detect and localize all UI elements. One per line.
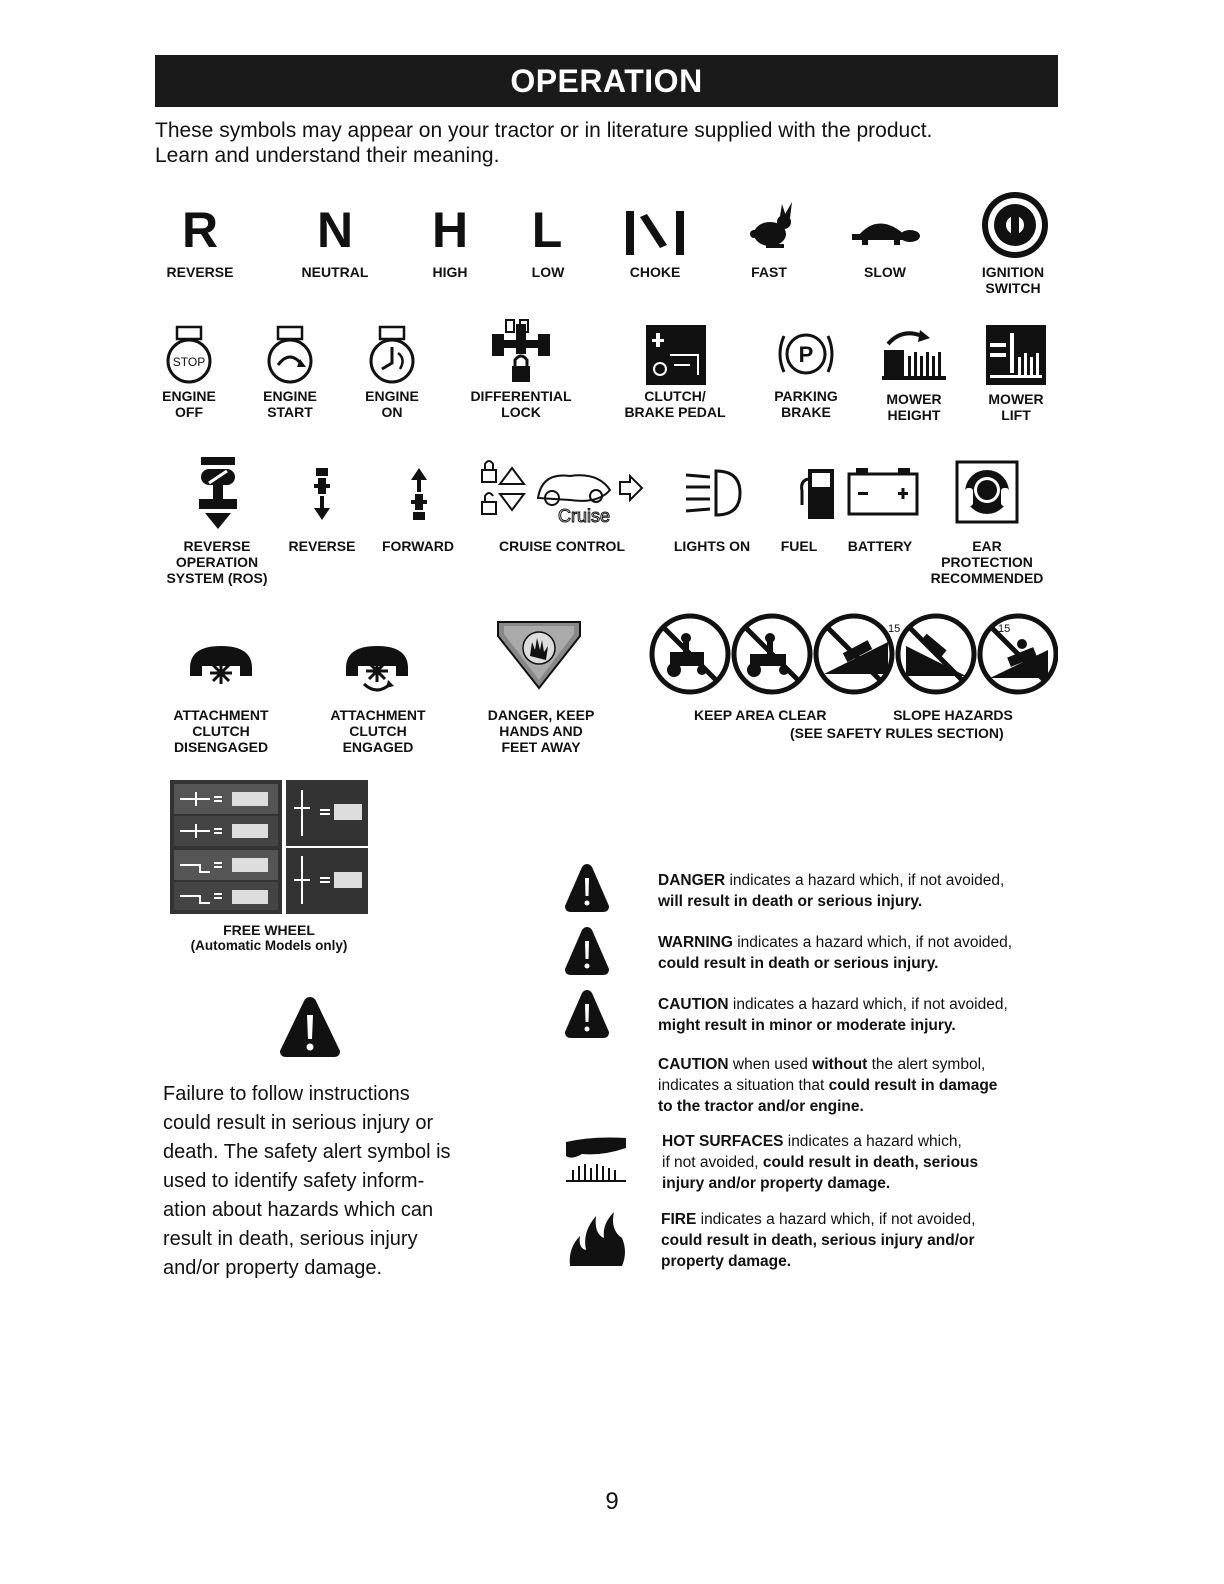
lights-on-label: LIGHTS ON xyxy=(673,538,751,554)
intro-text xyxy=(155,118,1075,168)
attachment-engaged-label xyxy=(313,707,443,755)
choke-icon xyxy=(620,205,690,260)
ear-line-1: EAR xyxy=(972,538,1002,554)
hazard-prohibition-icons xyxy=(648,612,1058,696)
ignition-label xyxy=(948,264,1078,296)
caution-no-symbol-definition xyxy=(658,1054,1078,1117)
cruise-control-icon xyxy=(480,458,648,528)
warning-word: WARNING xyxy=(658,934,733,951)
keep-area-clear-icon-1 xyxy=(652,616,728,692)
slope-mark-1: 15 xyxy=(888,623,901,635)
caution2-a: when used xyxy=(728,1056,813,1073)
turtle-icon xyxy=(848,208,926,248)
high-letter: H xyxy=(431,202,469,258)
mower-lift-icon xyxy=(986,325,1046,385)
warning-bold: could result in death or serious injury. xyxy=(658,955,939,972)
battery-icon xyxy=(846,468,920,518)
slope-mark-2: 15 xyxy=(998,623,1011,635)
page-number: 9 xyxy=(605,1488,619,1515)
differential-lock-label xyxy=(456,388,586,420)
ignition-label-line-2: SWITCH xyxy=(985,280,1041,296)
ros-line-3: SYSTEM (ROS) xyxy=(166,570,268,586)
low-label: LOW xyxy=(531,264,565,280)
caution2-bold2: to the tractor and/or engine. xyxy=(658,1098,864,1115)
ear-protection-label xyxy=(922,538,1052,586)
lights-on-icon xyxy=(684,465,744,521)
forward-label: FORWARD xyxy=(381,538,455,554)
neutral-letter: N xyxy=(316,202,354,258)
mower-height-icon xyxy=(882,326,946,382)
ignition-switch-icon xyxy=(980,190,1050,260)
parking-symbol: P xyxy=(798,342,814,367)
engine-off-line-1: ENGINE xyxy=(162,388,216,404)
high-label: HIGH xyxy=(432,264,468,280)
engine-on-line-2: ON xyxy=(381,404,403,420)
danger-line-2: HANDS AND xyxy=(499,723,583,739)
keep-area-clear-label: KEEP AREA CLEAR xyxy=(694,707,827,723)
slope-hazard-icon-2 xyxy=(898,616,974,692)
ear-protection-icon xyxy=(955,460,1019,524)
fire-definition xyxy=(661,1209,1081,1272)
hot-a: indicates a hazard which, xyxy=(783,1133,962,1150)
engine-start-icon xyxy=(264,325,316,385)
att-eng-line-1: ATTACHMENT xyxy=(330,707,426,723)
fire-bold2: property damage. xyxy=(661,1253,792,1270)
hot-bold2: injury and/or property damage. xyxy=(662,1175,891,1192)
fuel-icon xyxy=(798,465,844,521)
safety-alert-text: Failure to follow instructions could result in serious injury or death. The safety alert symbol is used to identify safety inform-ation about hazards which can result in death, serious injury and/or property damage. xyxy=(163,1083,451,1279)
warning-definition xyxy=(658,932,1078,974)
ear-line-2: PROTECTION xyxy=(941,554,1033,570)
att-dis-line-2: CLUTCH xyxy=(192,723,250,739)
parking-line-1: PARKING xyxy=(774,388,838,404)
engine-start-line-2: START xyxy=(267,404,313,420)
caution-alert-icon xyxy=(563,988,611,1040)
banner-title: OPERATION xyxy=(510,62,703,99)
slope-hazard-icon-3 xyxy=(980,616,1056,692)
clutch-brake-pedal-icon xyxy=(646,325,706,385)
danger-hands-label xyxy=(476,707,606,755)
ros-line-2: OPERATION xyxy=(175,554,259,570)
mower-lift-line-2: LIFT xyxy=(1001,407,1031,423)
caution-bold: might result in minor or moderate injury. xyxy=(658,1017,956,1034)
caution2-word: CAUTION xyxy=(658,1056,729,1073)
fire-icon xyxy=(566,1208,628,1268)
caution2-without: without xyxy=(812,1056,868,1073)
parking-brake-icon xyxy=(774,322,838,386)
engine-off-line-2: OFF xyxy=(175,404,203,420)
att-dis-line-3: DISENGAGED xyxy=(173,739,269,755)
slope-hazards-label: SLOPE HAZARDS xyxy=(893,707,1013,723)
hot-surface-icon xyxy=(562,1134,630,1184)
clutch-brake-label xyxy=(610,388,740,420)
fast-label: FAST xyxy=(751,264,787,280)
att-eng-line-3: ENGAGED xyxy=(342,739,414,755)
safety-rules-ref: (SEE SAFETY RULES SECTION) xyxy=(790,725,1004,741)
reverse-arrow-icon xyxy=(308,466,336,522)
battery-label: BATTERY xyxy=(847,538,913,554)
clutch-line-1: CLUTCH/ xyxy=(644,388,706,404)
choke-label: CHOKE xyxy=(629,264,681,280)
attachment-disengaged-label xyxy=(156,707,286,755)
attachment-clutch-disengaged-icon xyxy=(188,640,254,690)
hands-feet-danger-icon xyxy=(496,620,582,690)
forward-arrow-icon xyxy=(405,466,433,522)
att-dis-line-1: ATTACHMENT xyxy=(173,707,269,723)
attachment-clutch-engaged-icon xyxy=(344,640,410,696)
stop-text: STOP xyxy=(172,355,206,369)
reverse-letter: R xyxy=(181,202,219,258)
diff-lock-line-1: DIFFERENTIAL xyxy=(470,388,572,404)
engine-on-label xyxy=(327,388,457,420)
engine-on-icon xyxy=(366,325,418,385)
danger-alert-icon xyxy=(563,862,611,914)
slope-hazard-icon-1 xyxy=(816,616,892,692)
hot-b: if not avoided, xyxy=(662,1154,763,1171)
reverse-label: REVERSE xyxy=(166,264,234,280)
free-wheel-note: (Automatic Models only) xyxy=(190,938,348,953)
fire-bold1: could result in death, serious injury and/or xyxy=(661,1232,975,1249)
safety-alert-icon xyxy=(278,995,342,1059)
low-letter: L xyxy=(531,202,563,258)
engine-start-line-1: ENGINE xyxy=(263,388,317,404)
fire-word: FIRE xyxy=(661,1211,697,1228)
hot-surfaces-definition xyxy=(662,1131,1082,1194)
mower-lift-label xyxy=(951,391,1081,423)
free-wheel-title: FREE WHEEL xyxy=(223,922,315,938)
ear-line-3: RECOMMENDED xyxy=(930,570,1044,586)
clutch-line-2: BRAKE PEDAL xyxy=(624,404,726,420)
ignition-label-line-1: IGNITION xyxy=(981,264,1045,280)
cruise-word: Cruise xyxy=(557,506,611,526)
danger-word: DANGER xyxy=(658,872,726,889)
att-eng-line-2: CLUTCH xyxy=(349,723,407,739)
ros-icon xyxy=(195,455,241,533)
mower-height-line-1: MOWER xyxy=(886,391,942,407)
danger-mid: indicates a hazard which, if not avoided, xyxy=(725,872,1005,889)
engine-off-icon xyxy=(163,325,215,385)
fire-a: indicates a hazard which, if not avoided, xyxy=(696,1211,976,1228)
danger-definition xyxy=(658,870,1078,912)
danger-line-3: FEET AWAY xyxy=(501,739,581,755)
section-banner xyxy=(155,55,1058,107)
ros-line-1: REVERSE xyxy=(183,538,251,554)
reverse-direction-label: REVERSE xyxy=(288,538,356,554)
hot-word: HOT SURFACES xyxy=(662,1133,784,1150)
slow-label: SLOW xyxy=(864,264,906,280)
caution2-c: indicates a situation that xyxy=(658,1077,829,1094)
differential-lock-icon xyxy=(490,318,552,384)
danger-line-1: DANGER, KEEP xyxy=(487,707,595,723)
danger-bold: will result in death or serious injury. xyxy=(658,893,923,910)
intro-line-2: Learn and understand their meaning. xyxy=(155,144,500,167)
warning-alert-icon xyxy=(563,925,611,977)
caution-word: CAUTION xyxy=(658,996,729,1013)
hot-bold1: could result in death, serious xyxy=(762,1154,979,1171)
engine-on-line-1: ENGINE xyxy=(365,388,419,404)
parking-line-2: BRAKE xyxy=(781,404,831,420)
caution-mid: indicates a hazard which, if not avoided, xyxy=(728,996,1008,1013)
mower-height-line-2: HEIGHT xyxy=(887,407,941,423)
caution2-bold1: could result in damage xyxy=(828,1077,998,1094)
free-wheel-diagram xyxy=(170,780,368,914)
caution2-b: the alert symbol, xyxy=(867,1056,986,1073)
caution-definition xyxy=(658,994,1078,1036)
rabbit-icon xyxy=(740,200,800,255)
fuel-label: FUEL xyxy=(780,538,818,554)
neutral-label: NEUTRAL xyxy=(301,264,369,280)
diff-lock-line-2: LOCK xyxy=(501,404,541,420)
free-wheel-label xyxy=(170,922,368,954)
keep-area-clear-icon-2 xyxy=(734,616,810,692)
intro-line-1: These symbols may appear on your tractor or in literature supplied with the product. xyxy=(155,119,933,142)
warning-mid: indicates a hazard which, if not avoided, xyxy=(732,934,1013,951)
cruise-control-label: CRUISE CONTROL xyxy=(499,538,625,554)
mower-lift-line-1: MOWER xyxy=(988,391,1044,407)
